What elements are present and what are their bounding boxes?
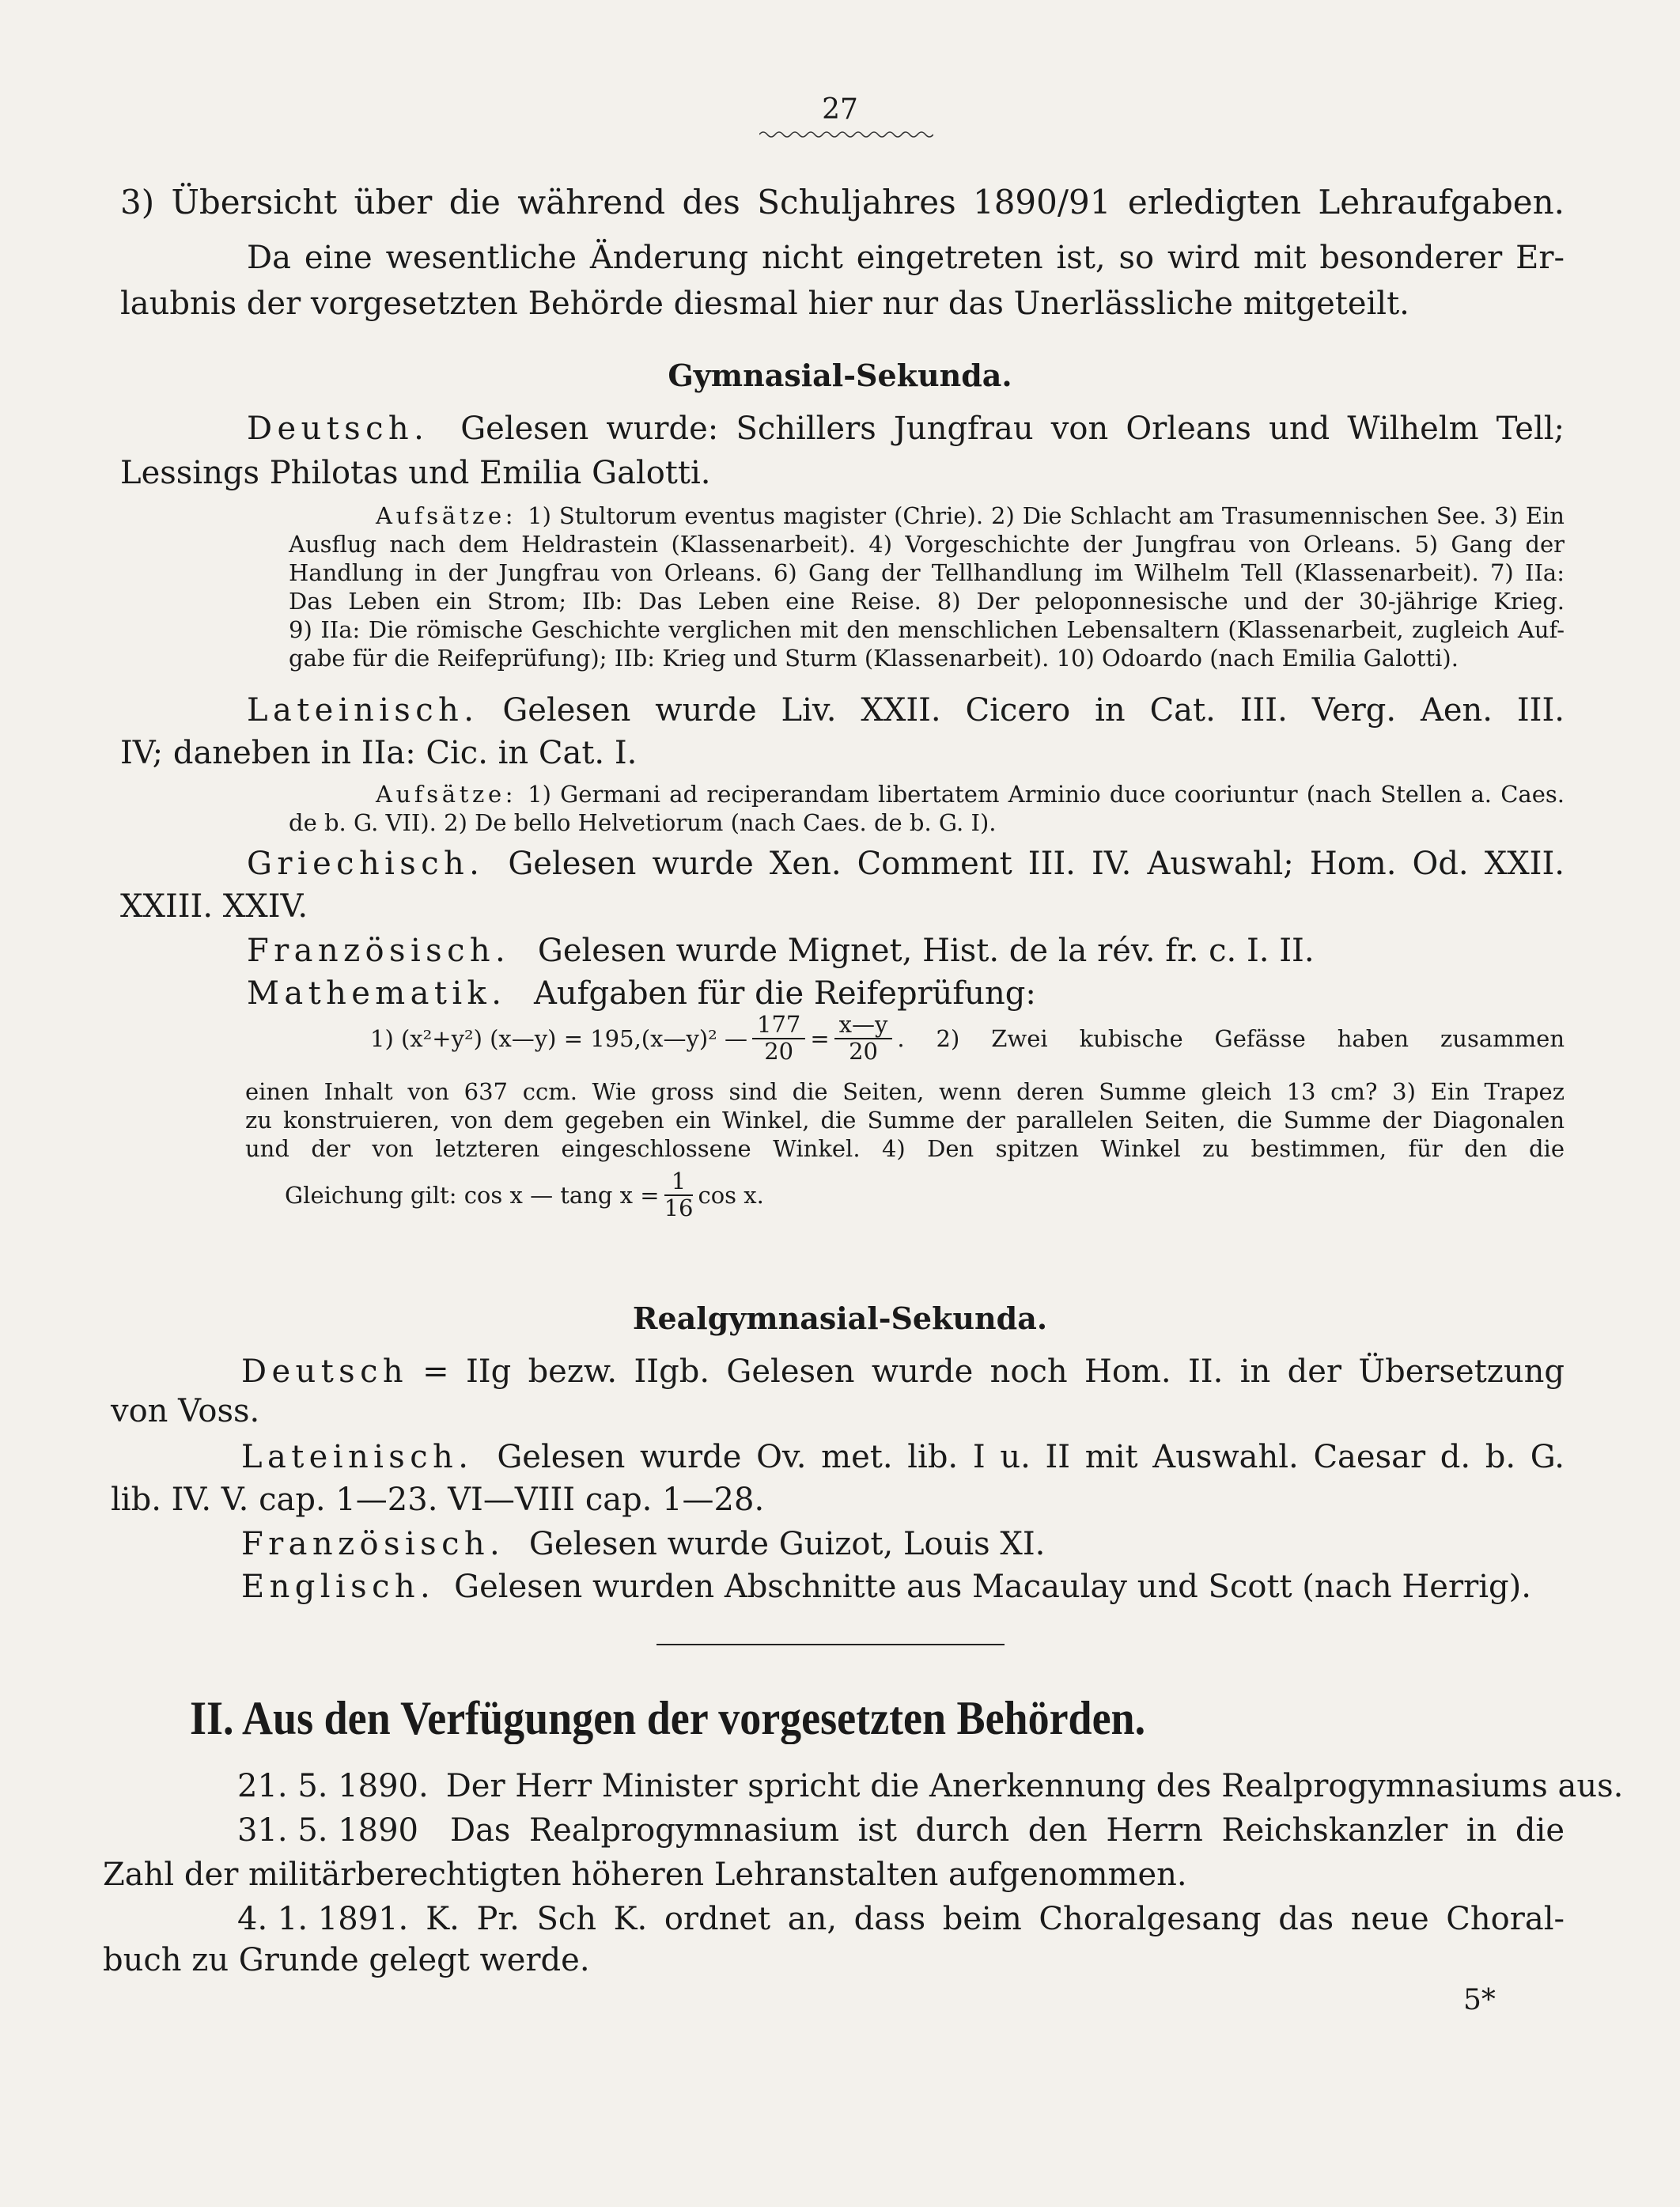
gym-latein-line-1 <box>247 690 1565 731</box>
gym-latein-aufs-line-2: de b. G. VII). 2) De bello Helvetiorum (nach Caes. de b. G. I). <box>289 809 997 836</box>
real-latein-line-1 <box>241 1437 1565 1478</box>
gym-latein-line-2: IV; daneben in IIa: Cic. in Cat. I. <box>120 735 638 771</box>
math-fraction-1-16 <box>664 1169 694 1221</box>
real-franz-text: Gelesen wurde Guizot, Louis XI. <box>528 1526 1046 1562</box>
gym-mathe-line <box>247 973 1036 1014</box>
gym-aufsaetze-line-6: gabe für die Reifeprüfung); IIb: Krieg und Sturm (Klassenarbeit). 10) Odoardo (nach Emilia Galotti). <box>289 645 1459 672</box>
page-number: 27 <box>822 93 858 126</box>
real-engl-label: Englisch. <box>241 1569 436 1605</box>
decree-3-date: 4. 1. 1891. <box>237 1901 409 1937</box>
gym-latein-text-1: Gelesen wurde Liv. XXII. Cicero in Cat. III. Verg. Aen. III. <box>502 692 1565 729</box>
real-deutsch-text-1: = IIg bezw. IIgb. Gelesen wurde noch Hom. II. in der Übersetzung <box>422 1353 1565 1390</box>
decree-2-line-2: Zahl der militärberechtigten höheren Lehranstalten aufgenommen. <box>103 1857 1187 1893</box>
gym-deutsch-line-1 <box>247 408 1565 449</box>
gym-latein-aufs-text-1: 1) Germani ad reciperandam libertatem Arminio duce cooriuntur (nach Stellen a. Caes. <box>528 781 1565 808</box>
real-latein-line-2: lib. IV. V. cap. 1—23. VI—VIII cap. 1—28. <box>111 1482 765 1518</box>
gym-latein-label: Lateinisch. <box>247 692 479 729</box>
gym-latein-aufs-line-1 <box>376 780 1565 808</box>
gym-franz-line <box>247 930 1315 971</box>
decree-1-date: 21. 5. 1890. <box>237 1768 429 1804</box>
real-deutsch-label: Deutsch <box>241 1353 409 1390</box>
gym-griech-text-1: Gelesen wurde Xen. Comment III. IV. Auswahl; Hom. Od. XXII. <box>508 846 1565 882</box>
decree-1-text: Der Herr Minister spricht die Anerkennung des Realprogymnasiums aus. <box>445 1768 1624 1804</box>
math-frac2-num: x—y <box>834 1013 893 1039</box>
section-3-heading: 3) Übersicht über die während des Schuljahres 1890/91 erledigten Lehraufgaben. <box>120 183 1565 221</box>
gymnasial-title: Gymnasial-Sekunda. <box>668 358 1012 393</box>
math-fraction-xy-20 <box>834 1013 893 1065</box>
gym-latein-aufs-label: Aufsätze: <box>376 781 517 808</box>
section-2-heading: II. Aus den Verfügungen der vorgesetzten Behörden. <box>190 1692 1146 1744</box>
decree-2-text: Das Realprogymnasium ist durch den Herrn Reichskanzler in die <box>450 1812 1565 1849</box>
decree-1 <box>237 1766 1624 1807</box>
gym-aufsaetze-line-1 <box>376 502 1565 530</box>
math-eq-equals: = <box>810 1024 830 1052</box>
math-frac1-den: 20 <box>764 1037 794 1065</box>
gym-griech-label: Griechisch. <box>247 846 485 882</box>
gym-aufsaetze-line-3: Handlung in der Jungfrau von Orleans. 6) Gang der Tellhandlung im Wilhelm Tell (Klassenarbeit). 7) IIa: <box>289 559 1565 586</box>
gym-aufsaetze-label: Aufsätze: <box>376 502 517 529</box>
real-latein-text-1: Gelesen wurde Ov. met. lib. I u. II mit Auswahl. Caesar d. b. G. <box>497 1439 1565 1475</box>
gym-franz-label: Französisch. <box>247 933 511 969</box>
gym-aufsaetze-line-5: 9) IIa: Die römische Geschichte verglichen mit den menschlichen Lebensaltern (Klassenarbeit, zugleich Auf- <box>289 616 1565 643</box>
math-line-5 <box>285 1169 764 1221</box>
gym-deutsch-text-1: Gelesen wurde: Schillers Jungfrau von Orleans und Wilhelm Tell; <box>460 411 1565 447</box>
gym-mathe-text: Aufgaben für die Reifeprüfung: <box>534 975 1036 1012</box>
decree-3-text: K. Pr. Sch K. ordnet an, dass beim Choralgesang das neue Choral- <box>426 1901 1565 1937</box>
math-line-2: einen Inhalt von 637 ccm. Wie gross sind die Seiten, wenn deren Summe gleich 13 cm? 3) Ein Trapez <box>245 1078 1565 1105</box>
gym-mathe-label: Mathematik. <box>247 975 507 1012</box>
page-signature-mark: 5* <box>1463 1984 1496 2016</box>
math-frac3-den: 16 <box>664 1194 694 1221</box>
math-fraction-177-20 <box>752 1013 805 1065</box>
real-engl-text: Gelesen wurden Abschnitte aus Macaulay und Scott (nach Herrig). <box>454 1569 1531 1605</box>
real-latein-label: Lateinisch. <box>241 1439 474 1475</box>
gym-aufsaetze-line-4: Das Leben ein Strom; IIb: Das Leben eine Reise. 8) Der peloponnesische und der 30-jährige Krieg. <box>289 588 1565 615</box>
real-franz-line <box>241 1524 1045 1565</box>
gym-franz-text: Gelesen wurde Mignet, Hist. de la rév. fr. c. I. II. <box>537 933 1315 969</box>
gym-griech-line-2: XXIII. XXIV. <box>120 888 308 925</box>
real-deutsch-line-1 <box>241 1351 1565 1392</box>
decree-3 <box>237 1898 1565 1940</box>
intro-line-1: Da eine wesentliche Änderung nicht eingetreten ist, so wird mit besonderer Er- <box>247 240 1565 276</box>
gym-griech-line-1 <box>247 843 1565 884</box>
realgymnasial-title: Realgymnasial-Sekunda. <box>632 1300 1048 1336</box>
ornament-squiggle <box>759 129 933 140</box>
gym-deutsch-line-2: Lessings Philotas und Emilia Galotti. <box>120 455 711 491</box>
intro-line-2: laubnis der vorgesetzten Behörde diesmal hier nur das Unerlässliche mitgeteilt. <box>120 286 1409 322</box>
real-engl-line <box>241 1566 1531 1607</box>
math-eq-part-b: . 2) Zwei kubische Gefässe haben zusammen <box>897 1024 1565 1052</box>
math-line-3: zu konstruieren, von dem gegeben ein Winkel, die Summe der parallelen Seiten, die Summe der Diagonalen <box>245 1107 1565 1134</box>
math-frac1-num: 177 <box>752 1013 805 1039</box>
math-frac2-den: 20 <box>849 1037 878 1065</box>
math-line-5-a: Gleichung gilt: cos x — tang x = <box>285 1181 660 1209</box>
math-line-4: und der von letzteren eingeschlossene Winkel. 4) Den spitzen Winkel zu bestimmen, für den die <box>245 1135 1565 1162</box>
decree-2 <box>237 1810 1565 1851</box>
decree-2-date: 31. 5. 1890 <box>237 1812 419 1849</box>
gym-aufsaetze-text-1: 1) Stultorum eventus magister (Chrie). 2) Die Schlacht am Trasumennischen See. 3) Ein <box>528 502 1565 529</box>
section-divider-rule <box>656 1644 1005 1645</box>
math-eq-part-a: 1) (x²+y²) (x—y) = 195,(x—y)² — <box>370 1024 747 1052</box>
gym-aufsaetze-line-2: Ausflug nach dem Heldrastein (Klassenarbeit). 4) Vorgeschichte der Jungfrau von Orleans. 5) Gang der <box>289 531 1565 558</box>
real-deutsch-line-2: von Voss. <box>111 1393 260 1429</box>
decree-3-line-2: buch zu Grunde gelegt werde. <box>103 1942 590 1978</box>
gym-deutsch-label: Deutsch. <box>247 411 429 447</box>
real-franz-label: Französisch. <box>241 1526 505 1562</box>
math-line-5-b: cos x. <box>698 1181 764 1209</box>
math-equation-line <box>370 1013 1565 1065</box>
math-frac3-num: 1 <box>664 1169 694 1196</box>
